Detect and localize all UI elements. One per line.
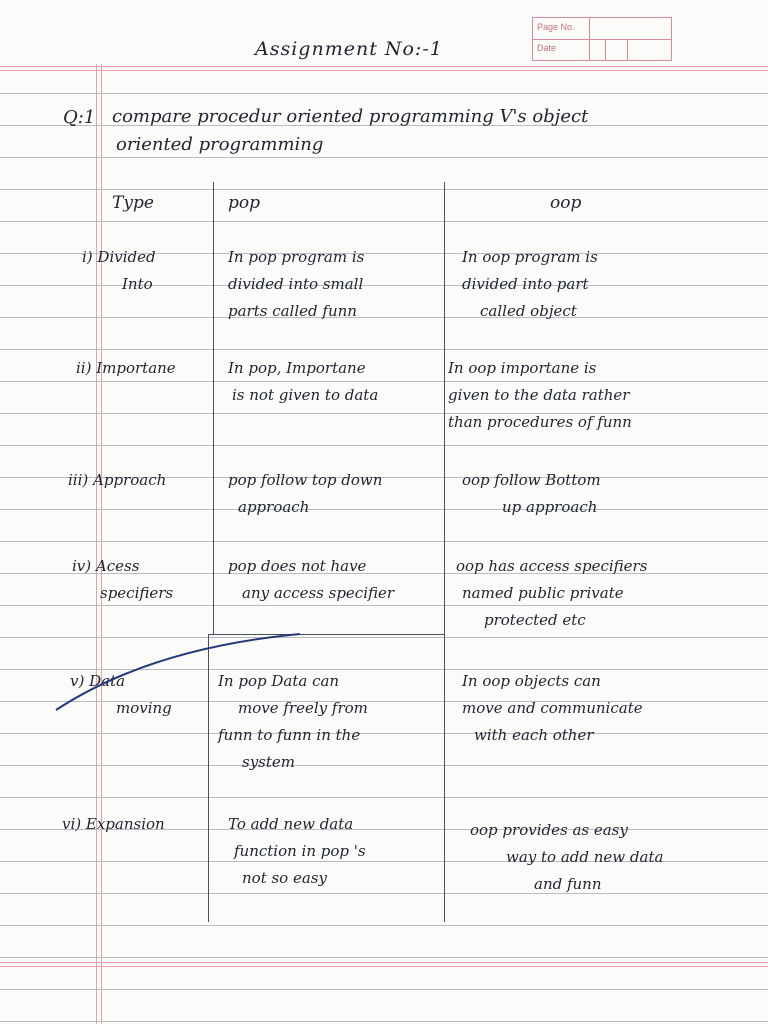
row-4-pop: [228, 553, 394, 607]
row-5-oop-line: move and communicate: [462, 699, 643, 717]
row-1-pop: [228, 244, 364, 325]
row-2-type-line: ii) Importane: [76, 359, 176, 377]
strike-through-mark: [54, 632, 304, 712]
row-2-pop-line: In pop, Importane: [228, 359, 366, 377]
date-row: [533, 39, 671, 60]
table-column-divider: [444, 634, 445, 922]
row-2-type: [76, 355, 176, 382]
row-4-oop-line: protected etc: [484, 611, 586, 629]
row-6-oop-line: and funn: [534, 875, 602, 893]
row-2-pop: [228, 355, 378, 409]
page-date-box: [532, 17, 672, 61]
header-rule: [0, 70, 768, 71]
row-1-oop-line: In oop program is: [462, 248, 598, 266]
row-4-pop-line: any access specifier: [242, 584, 395, 602]
row-5-oop-line: In oop objects can: [462, 672, 601, 690]
table-column-divider: [444, 182, 445, 634]
row-3-oop-line: up approach: [502, 498, 598, 516]
row-1-type-line: i) Divided: [82, 248, 156, 266]
question-text-line-2: oriented programming: [116, 134, 324, 155]
row-3-oop: [462, 467, 601, 521]
strike-through-stroke: [56, 634, 300, 710]
row-1-oop-line: called object: [480, 302, 577, 320]
row-1-type-line: Into: [122, 275, 153, 293]
row-5-oop: [462, 668, 643, 749]
row-6-pop-line: function in pop 's: [234, 842, 366, 860]
row-6-type: [62, 811, 165, 838]
row-6-pop: [228, 811, 366, 892]
row-4-type: [72, 553, 173, 607]
row-2-oop-line: given to the data rather: [448, 386, 630, 404]
table-header-oop: oop: [550, 193, 582, 213]
date-cell-divider: [627, 39, 628, 60]
row-4-pop-line: pop does not have: [228, 557, 367, 575]
row-2-pop-line: is not given to data: [232, 386, 379, 404]
row-5-pop-line: In pop Data can: [218, 672, 340, 690]
row-6-pop-line: not so easy: [242, 869, 327, 887]
page-no-label: Page No.: [537, 22, 587, 34]
row-2-oop: [448, 355, 632, 436]
row-3-oop-line: oop follow Bottom: [462, 471, 601, 489]
row-5-pop-line: move freely from: [238, 699, 368, 717]
footer-rule: [0, 966, 768, 967]
margin-line: [96, 0, 97, 1024]
table-column-divider: [213, 182, 214, 634]
margin-line: [101, 0, 102, 1024]
row-5-type-line: v) Data: [70, 672, 126, 690]
row-3-pop-line: approach: [238, 498, 310, 516]
row-1-pop-line: divided into small: [228, 275, 364, 293]
question-text-line-1: compare procedur oriented programming V's object: [112, 106, 589, 127]
row-2-oop-line: In oop importane is: [448, 359, 597, 377]
footer-rule: [0, 962, 768, 963]
row-4-oop-line: named public private: [462, 584, 624, 602]
header-rule: [0, 66, 768, 67]
date-cell-divider: [605, 39, 606, 60]
row-4-type-line: iv) Acess: [72, 557, 140, 575]
row-3-type-line: iii) Approach: [68, 471, 167, 489]
table-header-pop: pop: [228, 193, 260, 213]
row-4-oop: [456, 553, 647, 634]
page-title: Assignment No:-1: [255, 38, 443, 60]
row-5-type-line: moving: [116, 699, 172, 717]
row-1-oop-line: divided into part: [462, 275, 589, 293]
row-3-pop-line: pop follow top down: [228, 471, 383, 489]
row-6-pop-line: To add new data: [228, 815, 354, 833]
row-4-oop-line: oop has access specifiers: [456, 557, 648, 575]
row-6-oop: [470, 817, 663, 898]
page-number-row: [533, 18, 671, 40]
row-4-type-line: specifiers: [100, 584, 174, 602]
row-5-oop-line: with each other: [474, 726, 594, 744]
row-1-pop-line: In pop program is: [228, 248, 365, 266]
row-2-oop-line: than procedures of funn: [448, 413, 632, 431]
question-number: Q:1: [63, 107, 96, 128]
row-1-oop: [462, 244, 598, 325]
row-1-pop-line: parts called funn: [228, 302, 357, 320]
table-header-type: Type: [112, 193, 154, 213]
date-label: Date: [537, 43, 587, 55]
row-5-pop-line: funn to funn in the: [218, 726, 361, 744]
row-1-type: [82, 244, 156, 298]
row-6-oop-line: way to add new data: [506, 848, 664, 866]
row-3-pop: [228, 467, 382, 521]
row-5-pop-line: system: [242, 753, 295, 771]
row-6-oop-line: oop provides as easy: [470, 821, 628, 839]
row-6-type-line: vi) Expansion: [62, 815, 165, 833]
row-3-type: [68, 467, 166, 494]
